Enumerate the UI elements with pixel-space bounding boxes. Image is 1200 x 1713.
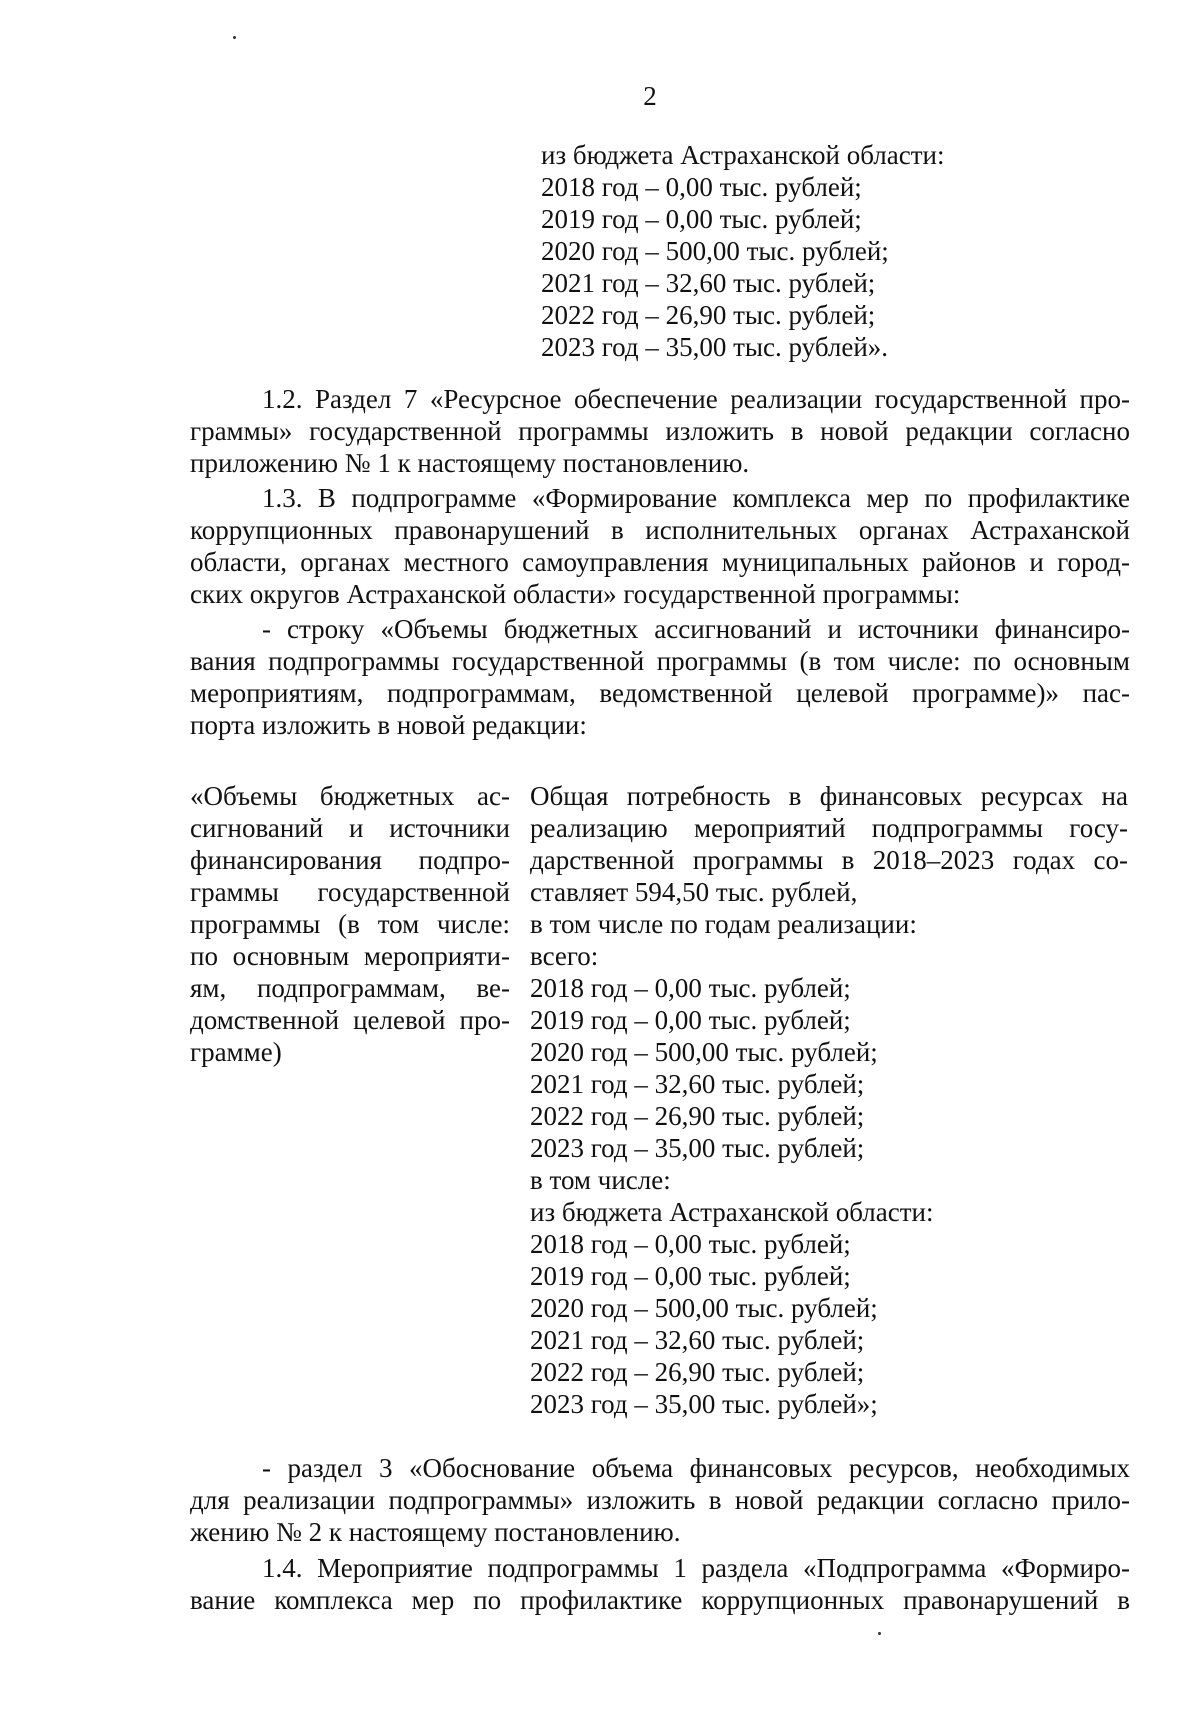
paragraph-row-line: - строку «Объемы бюджетных ассигнований и источники финансиро- [262, 614, 1130, 644]
scan-speck [233, 36, 236, 39]
passport-label-line: по основным мероприяти- [190, 941, 510, 971]
paragraph-1-2-line: 1.2. Раздел 7 «Ресурсное обеспечение реализации государственной про- [262, 384, 1130, 414]
passport-value-line: 2020 год – 500,00 тыс. рублей; [530, 1037, 878, 1067]
passport-value-line: 2019 год – 0,00 тыс. рублей; [530, 1005, 851, 1035]
funding-line: 2019 год – 0,00 тыс. рублей; [541, 204, 862, 234]
passport-row-label [190, 780, 510, 1068]
passport-value-line: всего: [530, 941, 599, 971]
passport-value-line: 2023 год – 35,00 тыс. рублей»; [530, 1389, 878, 1419]
passport-label-line: граммы государственной [190, 877, 510, 907]
passport-row-value [530, 780, 1128, 1420]
scan-speck [878, 1632, 881, 1635]
funding-line: 2018 год – 0,00 тыс. рублей; [541, 172, 862, 202]
passport-label-line: финансирования подпро- [190, 845, 510, 875]
funding-line: 2022 год – 26,90 тыс. рублей; [541, 300, 876, 330]
funding-line: 2023 год – 35,00 тыс. рублей». [541, 332, 889, 362]
passport-label-line: грамме) [190, 1037, 282, 1067]
passport-value-line: дарственной программы в 2018–2023 годах со- [530, 845, 1128, 875]
passport-value-line: 2020 год – 500,00 тыс. рублей; [530, 1293, 878, 1323]
page-number: 2 [643, 81, 657, 111]
paragraph-row-line: порта изложить в новой редакции: [190, 710, 587, 740]
passport-value-line: 2021 год – 32,60 тыс. рублей; [530, 1325, 865, 1355]
paragraph-1-3-line: 1.3. В подпрограмме «Формирование комплекса мер по профилактике [262, 483, 1130, 513]
passport-value-line: Общая потребность в финансовых ресурсах на [530, 781, 1128, 811]
paragraph-1-2-line: граммы» государственной программы изложить в новой редакции согласно [190, 416, 1130, 446]
passport-label-line: сигнований и источники [190, 813, 510, 843]
passport-label-line: программы (в том числе: [190, 909, 510, 939]
passport-value-line: в том числе по годам реализации: [530, 909, 917, 939]
passport-value-line: реализацию мероприятий подпрограммы госу- [530, 813, 1128, 843]
paragraph-1-3-line: коррупционных правонарушений в исполнительных органах Астраханской [190, 515, 1130, 545]
passport-value-line: 2021 год – 32,60 тыс. рублей; [530, 1069, 865, 1099]
paragraph-1-2-line: приложению № 1 к настоящему постановлению. [190, 448, 750, 478]
paragraph-section3-line: жению № 2 к настоящему постановлению. [190, 1517, 681, 1547]
passport-label-line: «Объемы бюджетных ас- [190, 781, 510, 811]
passport-value-line: 2019 год – 0,00 тыс. рублей; [530, 1261, 851, 1291]
passport-value-line: 2018 год – 0,00 тыс. рублей; [530, 973, 851, 1003]
paragraph-1-4-line: вание комплекса мер по профилактике коррупционных правонарушений в [190, 1585, 1130, 1615]
passport-value-line: 2022 год – 26,90 тыс. рублей; [530, 1357, 865, 1387]
passport-label-line: ям, подпрограммам, ве- [190, 973, 510, 1003]
paragraph-row-line: вания подпрограммы государственной программы (в том числе: по основным [190, 646, 1130, 676]
funding-line: 2021 год – 32,60 тыс. рублей; [541, 268, 876, 298]
passport-label-line: домственной целевой про- [190, 1005, 510, 1035]
passport-value-line: 2018 год – 0,00 тыс. рублей; [530, 1229, 851, 1259]
passport-value-line: из бюджета Астраханской области: [530, 1197, 934, 1227]
paragraph-section3-line: для реализации подпрограммы» изложить в новой редакции согласно прило- [190, 1485, 1130, 1515]
paragraph-row-line: мероприятиям, подпрограммам, ведомственной целевой программе)» пас- [190, 678, 1130, 708]
paragraph-1-4-line: 1.4. Мероприятие подпрограммы 1 раздела «Подпрограмма «Формиро- [262, 1553, 1130, 1583]
funding-line: 2020 год – 500,00 тыс. рублей; [541, 236, 889, 266]
passport-value-line: 2022 год – 26,90 тыс. рублей; [530, 1101, 865, 1131]
paragraph-1-3-line: области, органах местного самоуправления муниципальных районов и город- [190, 547, 1130, 577]
passport-value-line: в том числе: [530, 1165, 671, 1195]
passport-value-line: 2023 год – 35,00 тыс. рублей; [530, 1133, 865, 1163]
paragraph-section3-line: - раздел 3 «Обоснование объема финансовых ресурсов, необходимых [262, 1453, 1130, 1483]
funding-line: из бюджета Астраханской области: [541, 140, 945, 170]
funding-summary-block [541, 139, 944, 363]
passport-value-line: ставляет 594,50 тыс. рублей, [530, 877, 858, 907]
paragraph-1-3-line: ских округов Астраханской области» государственной программы: [190, 579, 961, 609]
